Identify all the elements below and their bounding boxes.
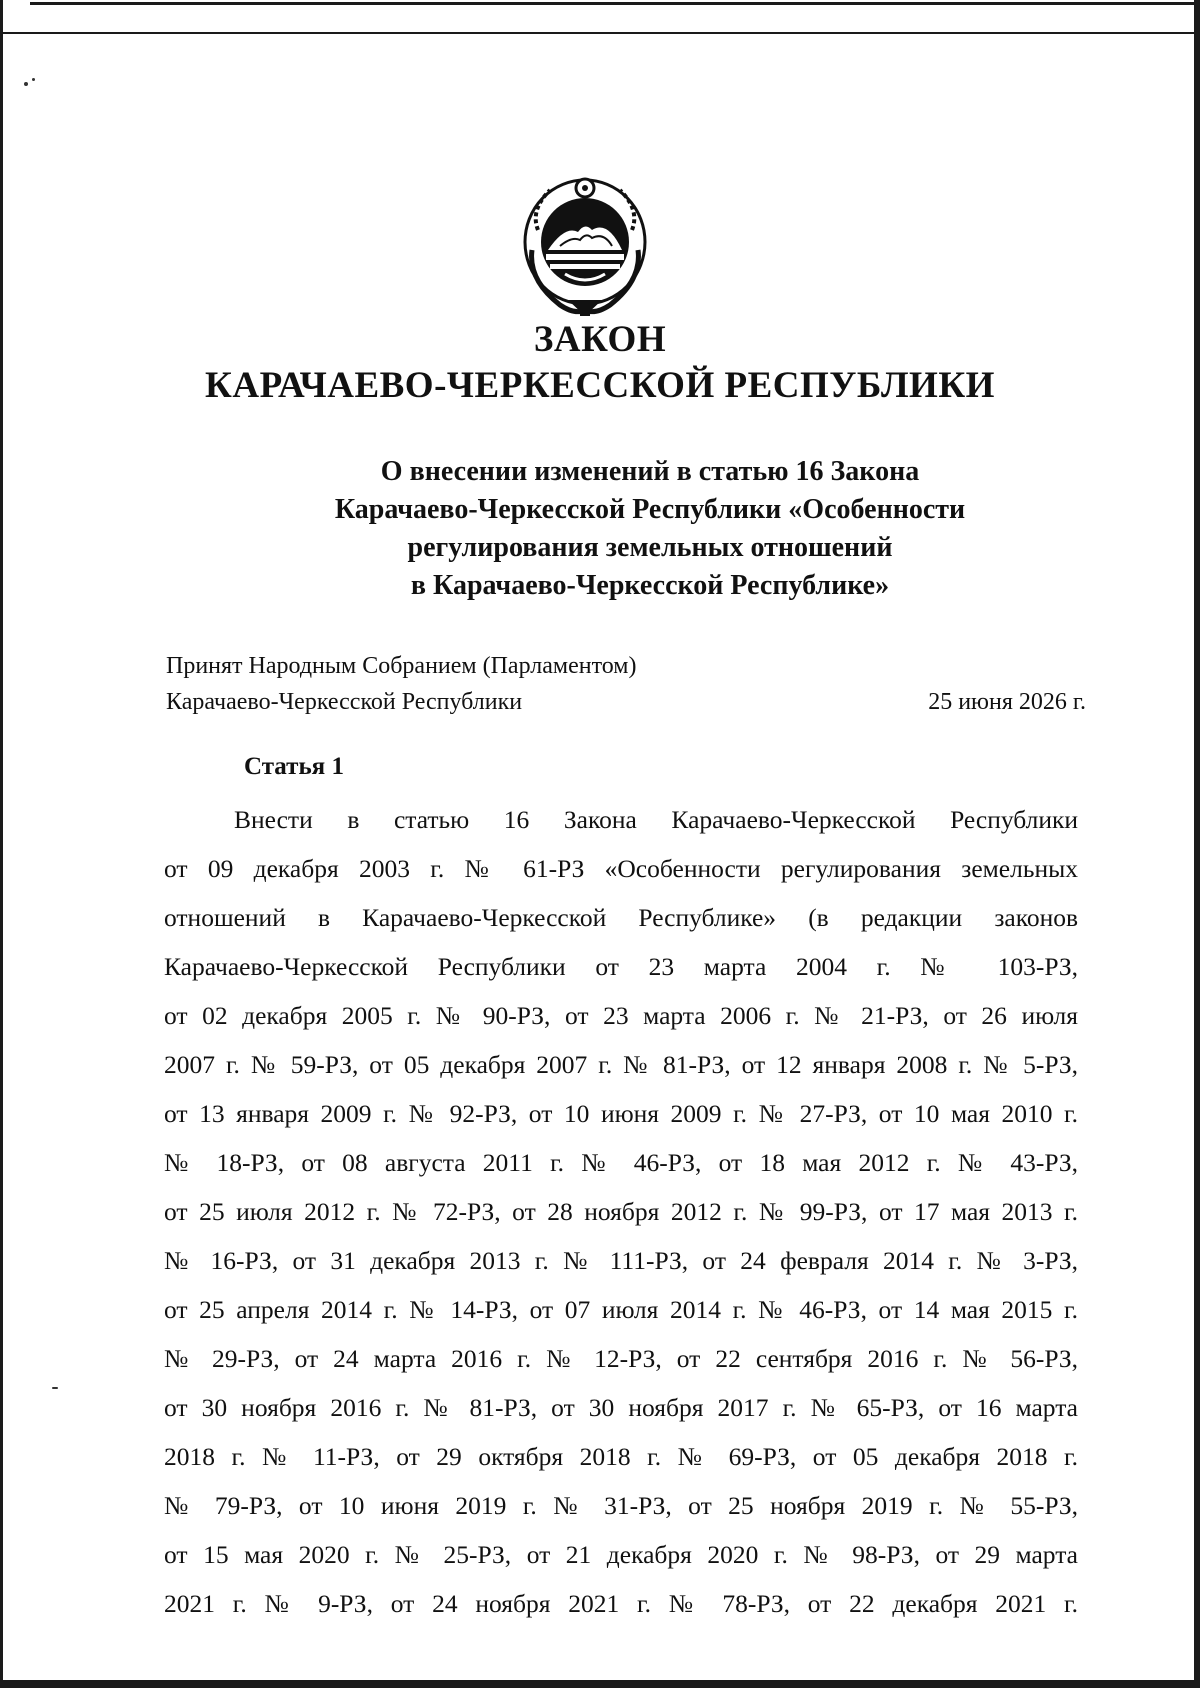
article-line: 2021 г. № 9-РЗ, от 24 ноября 2021 г. № 78-РЗ, от 22 декабря 2021 г. — [164, 1589, 1078, 1618]
article-line: 2018 г. № 11-РЗ, от 29 октября 2018 г. № 69-РЗ, от 05 декабря 2018 г. — [164, 1442, 1078, 1471]
scan-right-edge — [1194, 0, 1200, 1688]
adoption-date: 25 июня 2026 г. — [928, 689, 1086, 715]
document-subject — [220, 453, 1080, 605]
article-line: № 18-РЗ, от 08 августа 2011 г. № 46-РЗ, от 18 мая 2012 г. № 43-РЗ, — [164, 1148, 1078, 1177]
article-line: Внести в статью 16 Закона Карачаево-Черкесской Республики — [234, 805, 1078, 834]
article-line: от 25 апреля 2014 г. № 14-РЗ, от 07 июля 2014 г. № 46-РЗ, от 14 мая 2015 г. — [164, 1295, 1078, 1324]
article-line: от 25 июля 2012 г. № 72-РЗ, от 28 ноября 2012 г. № 99-РЗ, от 17 мая 2013 г. — [164, 1197, 1078, 1226]
article-line: Карачаево-Черкесской Республики от 23 марта 2004 г. № 103-РЗ, — [164, 952, 1078, 981]
subject-line: О внесении изменений в статью 16 Закона — [380, 456, 920, 487]
coat-of-arms-icon — [520, 170, 650, 320]
adoption-block — [166, 648, 1086, 720]
subject-line: Карачаево-Черкесской Республики «Особенности — [334, 494, 966, 525]
scan-speck — [32, 78, 35, 81]
article-line: отношений в Карачаево-Черкесской Республике» (в редакции законов — [164, 903, 1078, 932]
article-line: от 09 декабря 2003 г. № 61-РЗ «Особенности регулирования земельных — [164, 854, 1078, 883]
scan-speck — [52, 1387, 58, 1389]
scan-speck — [24, 82, 28, 86]
article-line: 2007 г. № 59-РЗ, от 05 декабря 2007 г. № 81-РЗ, от 12 января 2008 г. № 5-РЗ, — [164, 1050, 1078, 1079]
scan-top-line — [0, 32, 1200, 34]
document-issuer: КАРАЧАЕВО-ЧЕРКЕССКОЙ РЕСПУБЛИКИ — [205, 365, 995, 406]
document-title: ЗАКОН — [533, 319, 667, 360]
article-line: № 16-РЗ, от 31 декабря 2013 г. № 111-РЗ, от 24 февраля 2014 г. № 3-РЗ, — [164, 1246, 1078, 1275]
article-line: от 30 ноября 2016 г. № 81-РЗ, от 30 ноября 2017 г. № 65-РЗ, от 16 марта — [164, 1393, 1078, 1422]
article-line: № 79-РЗ, от 10 июня 2019 г. № 31-РЗ, от 25 ноября 2019 г. № 55-РЗ, — [164, 1491, 1078, 1520]
article-line: от 15 мая 2020 г. № 25-РЗ, от 21 декабря 2020 г. № 98-РЗ, от 29 марта — [164, 1540, 1078, 1569]
subject-line: в Карачаево-Черкесской Республике» — [410, 570, 890, 601]
article-line: от 02 декабря 2005 г. № 90-РЗ, от 23 марта 2006 г. № 21-РЗ, от 26 июля — [164, 1001, 1078, 1030]
scan-top-edge — [30, 2, 1200, 5]
article-line: от 13 января 2009 г. № 92-РЗ, от 10 июня 2009 г. № 27-РЗ, от 10 мая 2010 г. — [164, 1099, 1078, 1128]
article-heading: Статья 1 — [244, 753, 344, 780]
scan-left-edge — [0, 0, 3, 1688]
article-line: № 29-РЗ, от 24 марта 2016 г. № 12-РЗ, от 22 сентября 2016 г. № 56-РЗ, — [164, 1344, 1078, 1373]
article-body — [164, 795, 1078, 1628]
subject-line: регулирования земельных отношений — [407, 532, 893, 563]
adoption-line: Принят Народным Собранием (Парламентом) — [166, 653, 637, 679]
scan-bottom-edge — [0, 1680, 1200, 1688]
adoption-line: Карачаево-Черкесской Республики — [166, 689, 523, 715]
